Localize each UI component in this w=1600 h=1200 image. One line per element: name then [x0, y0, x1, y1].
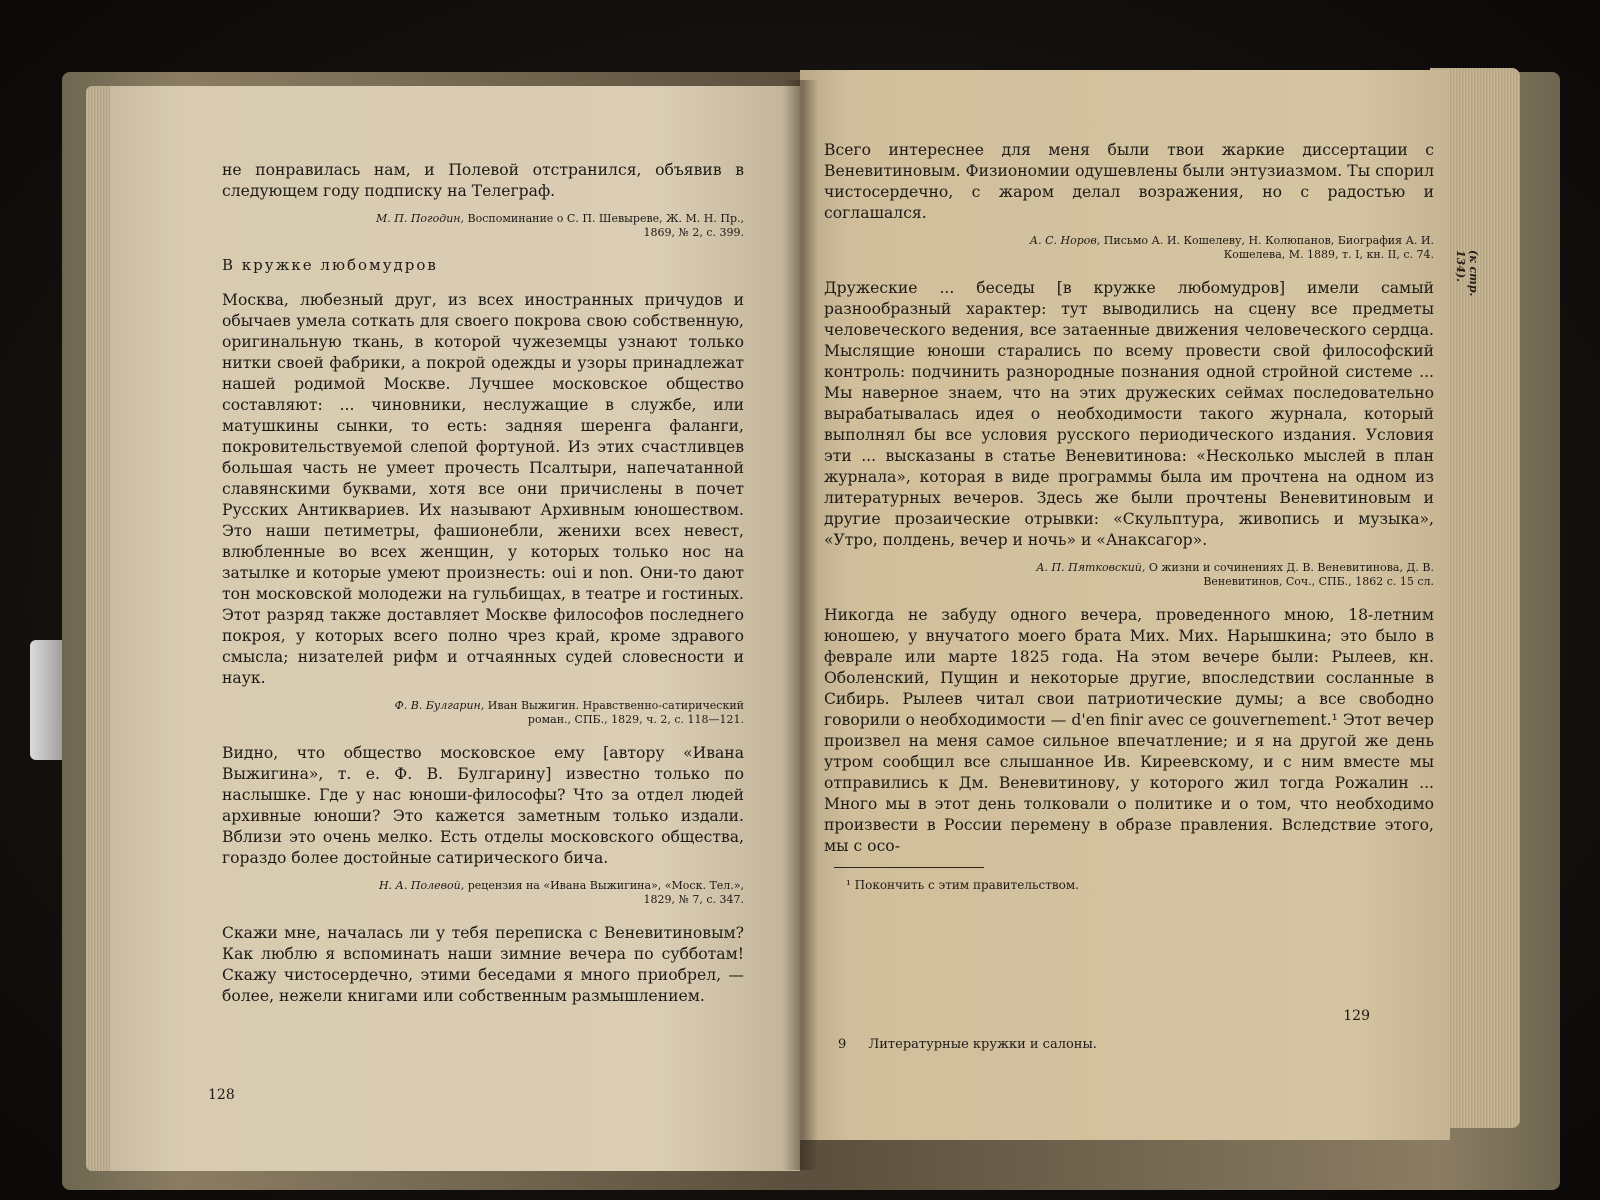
page-number-right: 129: [1343, 1008, 1370, 1024]
signature-title: Литературные кружки и салоны.: [868, 1037, 1097, 1052]
paragraph: Никогда не забуду одного вечера, проведенного мною, 18-летним юношею, у внучатого моего брата Мих. Мих. Нарышкина; это было в феврале или марте 1825 года. На этом вечере были: Рылеев, кн. Оболенский, Пущин и некоторые другие, впоследствии сосланные в Сибирь. Рылеев читал свои патриотические думы; а все свободно говорили о необходимости — d'en finir avec ce gouvernement.¹ Этот вечер произвел на меня самое сильное впечатление; и я на другой же день утром сообщил все слышанное Ив. Киреевскому, и с ним вместе мы отправились к Дм. Веневитинову, у которого жил тогда Рожалин ... Много мы в этот день толковали о политике и о том, что необходимо произвести в России перемену в образе правления. Вследствие этого, мы с осо-: [824, 606, 1434, 855]
citation: [974, 561, 1434, 589]
citation-author: Н. А. Полевой,: [378, 879, 465, 892]
right-page: [800, 70, 1450, 1140]
citation-source: О жизни и сочинениях Д. В. Веневитинова, Д. В. Веневитинов, Соч., СПБ., 1862 с. 15 сл.: [1148, 561, 1434, 588]
footnote: ¹ Покончить с этим правительством.: [846, 878, 1079, 892]
page-number-left: 128: [208, 1087, 235, 1103]
footnote-rule: [834, 867, 984, 868]
paragraph: Москва, любезный друг, из всех иностранных причудов и обычаев умела соткать для своего покрова свою собственную, оригинальную ткань, в которой чужеземцы узнают только нитки своей фабрики, а покрой одежды и узоры принадлежат нашей родимой Москве. Лучшее московское общество составляют: ... чиновники, неслужащие в службе, или матушкины сынки, то есть: задняя шеренга фаланги, покровительствуемой слепой фортуной. Из этих счастливцев большая часть не умеет прочесть Псалтыри, напечатанной славянскими буквами, хотя все они причислены в почет Русских Антиквариев. Их называют Архивным юношеством. Это наши петиметры, фашионебли, женихи всех невест, влюбленные во всех женщин, у которых только нос на затылке и которые умеют произнесть: oui и non. Они-то дают тон московской молодежи на гульбищах, в театре и гостиных. Этот разряд также доставляет Москве философов последнего покроя, у которых всего полно чрез край, кроме здравого смысла; низателей рифм и отчаянных судей словесности и наук.: [222, 291, 744, 687]
paragraph: Дружеские ... беседы [в кружке любомудров] имели самый разнообразный характер: тут выводились на сцену все предметы человеческого ведения, все затаенные движения человеческого сердца. Мыслящие юноши старались по всему провести свой философский контроль: подчинить разнородные познания одной стройной системе ... Мы наверное знаем, что на этих дружеских сеймах последовательно вырабатывалась идея о необходимости такого журнала, который выполнял бы все условия русского периодического издания. Условия эти ... высказаны в статье Веневитинова: «Несколько мыслей в план журнала», которая в виде программы была им прочтена на одном из литературных вечеров. Здесь же были прочтены Веневитиновым и другие прозаические отрывки: «Скульптура, живопись и музыка», «Утро, полдень, вечер и ночь» и «Анаксагор».: [824, 279, 1434, 549]
section-heading: В кружке любомудров: [222, 256, 438, 274]
citation-author: А. С. Норов,: [1029, 234, 1101, 247]
paragraph: Скажи мне, началась ли у тебя переписка с Веневитиновым? Как люблю я вспоминать наши зимние вечера по субботам! Скажу чистосердечно, этими беседами я много приобрел, — более, нежели книгами или собственным размышлением.: [222, 924, 744, 1005]
citation-author: А. П. Пятковский,: [1036, 561, 1146, 574]
citation-source: Воспоминание о С. П. Шевыреве, Ж. М. Н. Пр., 1869, № 2, с. 399.: [467, 212, 744, 239]
citation-source: рецензия на «Ивана Выжигина», «Моск. Тел.», 1829, № 7, с. 347.: [467, 879, 744, 906]
right-page-content: [824, 140, 1434, 857]
citation-source: Письмо А. И. Кошелеву, Н. Колюпанов, Биография А. И. Кошелева, М. 1889, т. I, кн. II, с. 74.: [1103, 234, 1434, 261]
citation: [372, 879, 744, 907]
signature-number: 9: [838, 1037, 847, 1052]
citation-source: Иван Выжигин. Нравственно-сатирический роман., СПБ., 1829, ч. 2, с. 118—121.: [487, 699, 744, 726]
citation: [372, 699, 744, 727]
left-page-content: [222, 160, 744, 1007]
citation-author: М. П. Погодин,: [375, 212, 465, 225]
citation: [974, 234, 1434, 262]
book-gutter: [782, 80, 818, 1170]
paragraph: Видно, что общество московское ему [автору «Ивана Выжигина», т. е. Ф. В. Булгарину] известно только по наслышке. Где у нас юноши-философы? Что за отдел людей архивные юноши? Это кажется заметным только издали. Вблизи это очень мелко. Есть отделы московского общества, гораздо более достойные сатирического бича.: [222, 744, 744, 867]
left-page: [110, 86, 800, 1171]
citation: [372, 212, 744, 240]
printer-signature: [838, 1037, 1115, 1052]
citation-author: Ф. В. Булгарин,: [394, 699, 485, 712]
paragraph: не понравилась нам, и Полевой отстранился, объявив в следующем году подписку на Телеграф.: [222, 161, 744, 200]
paragraph: Всего интереснее для меня были твои жаркие диссертации с Веневитиновым. Физиономии одушевлены были энтузиазмом. Ты спорил чистосердечно, с жаром делал возражения, но с радостью и соглашался.: [824, 141, 1434, 222]
side-tab-label: (к стр. 134).: [1454, 250, 1480, 297]
